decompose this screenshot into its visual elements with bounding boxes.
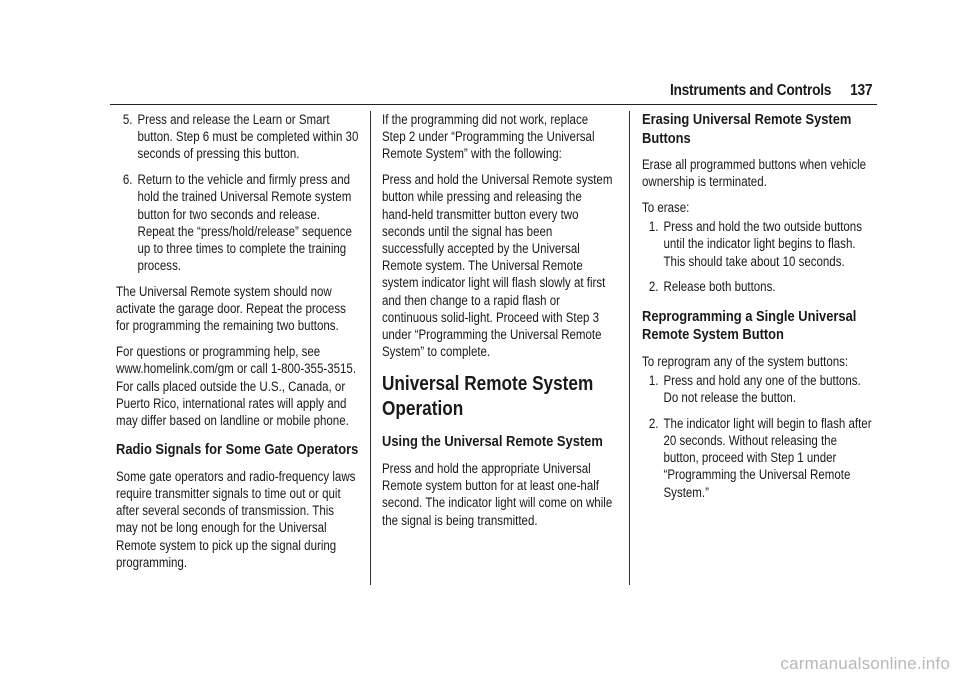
- paragraph: If the programming did not work, replace Step 2 under “Programming the Universal Remote System” with the following:: [382, 112, 595, 162]
- step-text: Release both buttons.: [663, 279, 776, 295]
- step-number: 1.: [648, 372, 659, 388]
- steps-list: [116, 111, 359, 274]
- step-text: Press and hold the two outside buttons until the indicator light begins to flash. This should take about 10 seconds.: [663, 219, 862, 269]
- step-text: Press and release the Learn or Smart button. Step 6 must be completed within 30 seconds of pressing this button.: [137, 112, 359, 162]
- step-text: Return to the vehicle and firmly press and hold the trained Universal Remote system button for two seconds and release. Repeat the “press/hold/release” sequence up to three times to complete the training process.: [137, 172, 352, 274]
- page-number: 137: [849, 82, 872, 99]
- watermark-text: carmanualsonline.info: [780, 654, 950, 673]
- paragraph: The Universal Remote system should now activate the garage door. Repeat the process for programming the remaining two buttons.: [116, 284, 346, 334]
- list-item: [642, 218, 874, 270]
- paragraph: Erase all programmed buttons when vehicle ownership is terminated.: [642, 157, 867, 190]
- paragraph: To erase:: [642, 200, 690, 215]
- paragraph-contact: For questions or programming help, see www.homelink.com/gm or call 1-800-355-3515. For calls placed outside the U.S., Canada, or Puerto Rico, international rates will apply and may differ based on landline or mobile phone.: [116, 344, 357, 429]
- page-header: [670, 82, 872, 100]
- column-divider-2: [629, 111, 630, 585]
- paragraph: Some gate operators and radio-frequency laws require transmitter signals to time out or quit after several seconds of transmission. This may not be long enough for the Universal Remote system to pick up the signal during programming.: [116, 468, 356, 570]
- step-text: Press and hold any one of the buttons. Do not release the button.: [663, 372, 861, 406]
- steps-list: [642, 372, 874, 501]
- list-item: [642, 278, 874, 295]
- step-number: 6.: [122, 172, 133, 188]
- list-item: [642, 415, 874, 501]
- step-text: The indicator light will begin to flash after 20 seconds. Without releasing the button, proceed with Step 1 under “Programming the Universal Remote System.”: [663, 415, 872, 500]
- major-heading: Universal Remote System Operation: [382, 373, 594, 420]
- section-heading: Radio Signals for Some Gate Operators: [116, 441, 359, 459]
- paragraph: Press and hold the appropriate Universal Remote system button for at least one-half second. The indicator light will come on while the signal is being transmitted.: [382, 460, 613, 528]
- section-heading: Erasing Universal Remote System Buttons: [642, 111, 852, 147]
- section-title: Instruments and Controls: [669, 82, 831, 99]
- section-heading: Using the Universal Remote System: [382, 433, 603, 451]
- column-3: [642, 111, 874, 509]
- column-1: [116, 111, 359, 580]
- list-item: [116, 171, 359, 274]
- step-number: 5.: [122, 112, 133, 127]
- section-heading: Reprogramming a Single Universal Remote System Button: [642, 307, 857, 344]
- paragraph: To reprogram any of the system buttons:: [642, 353, 849, 369]
- step-number: 2.: [648, 415, 659, 431]
- paragraph: Press and hold the Universal Remote system button while pressing and releasing the hand-held transmitter button every two seconds until the signal has been successfully accepted by the Universal Remote system. The Universal Remote system indicator light will flash slowly at first and then change to a rapid flash or continuous solid-light. Proceed with Step 3 under “Programming the Universal Remote System” to complete.: [382, 172, 613, 360]
- column-2: [382, 111, 612, 537]
- header-rule: [110, 104, 877, 105]
- step-number: 2.: [648, 279, 659, 295]
- list-item: [116, 111, 359, 163]
- steps-list: [642, 218, 874, 295]
- step-number: 1.: [648, 219, 659, 235]
- list-item: [642, 372, 874, 406]
- column-divider-1: [370, 111, 371, 585]
